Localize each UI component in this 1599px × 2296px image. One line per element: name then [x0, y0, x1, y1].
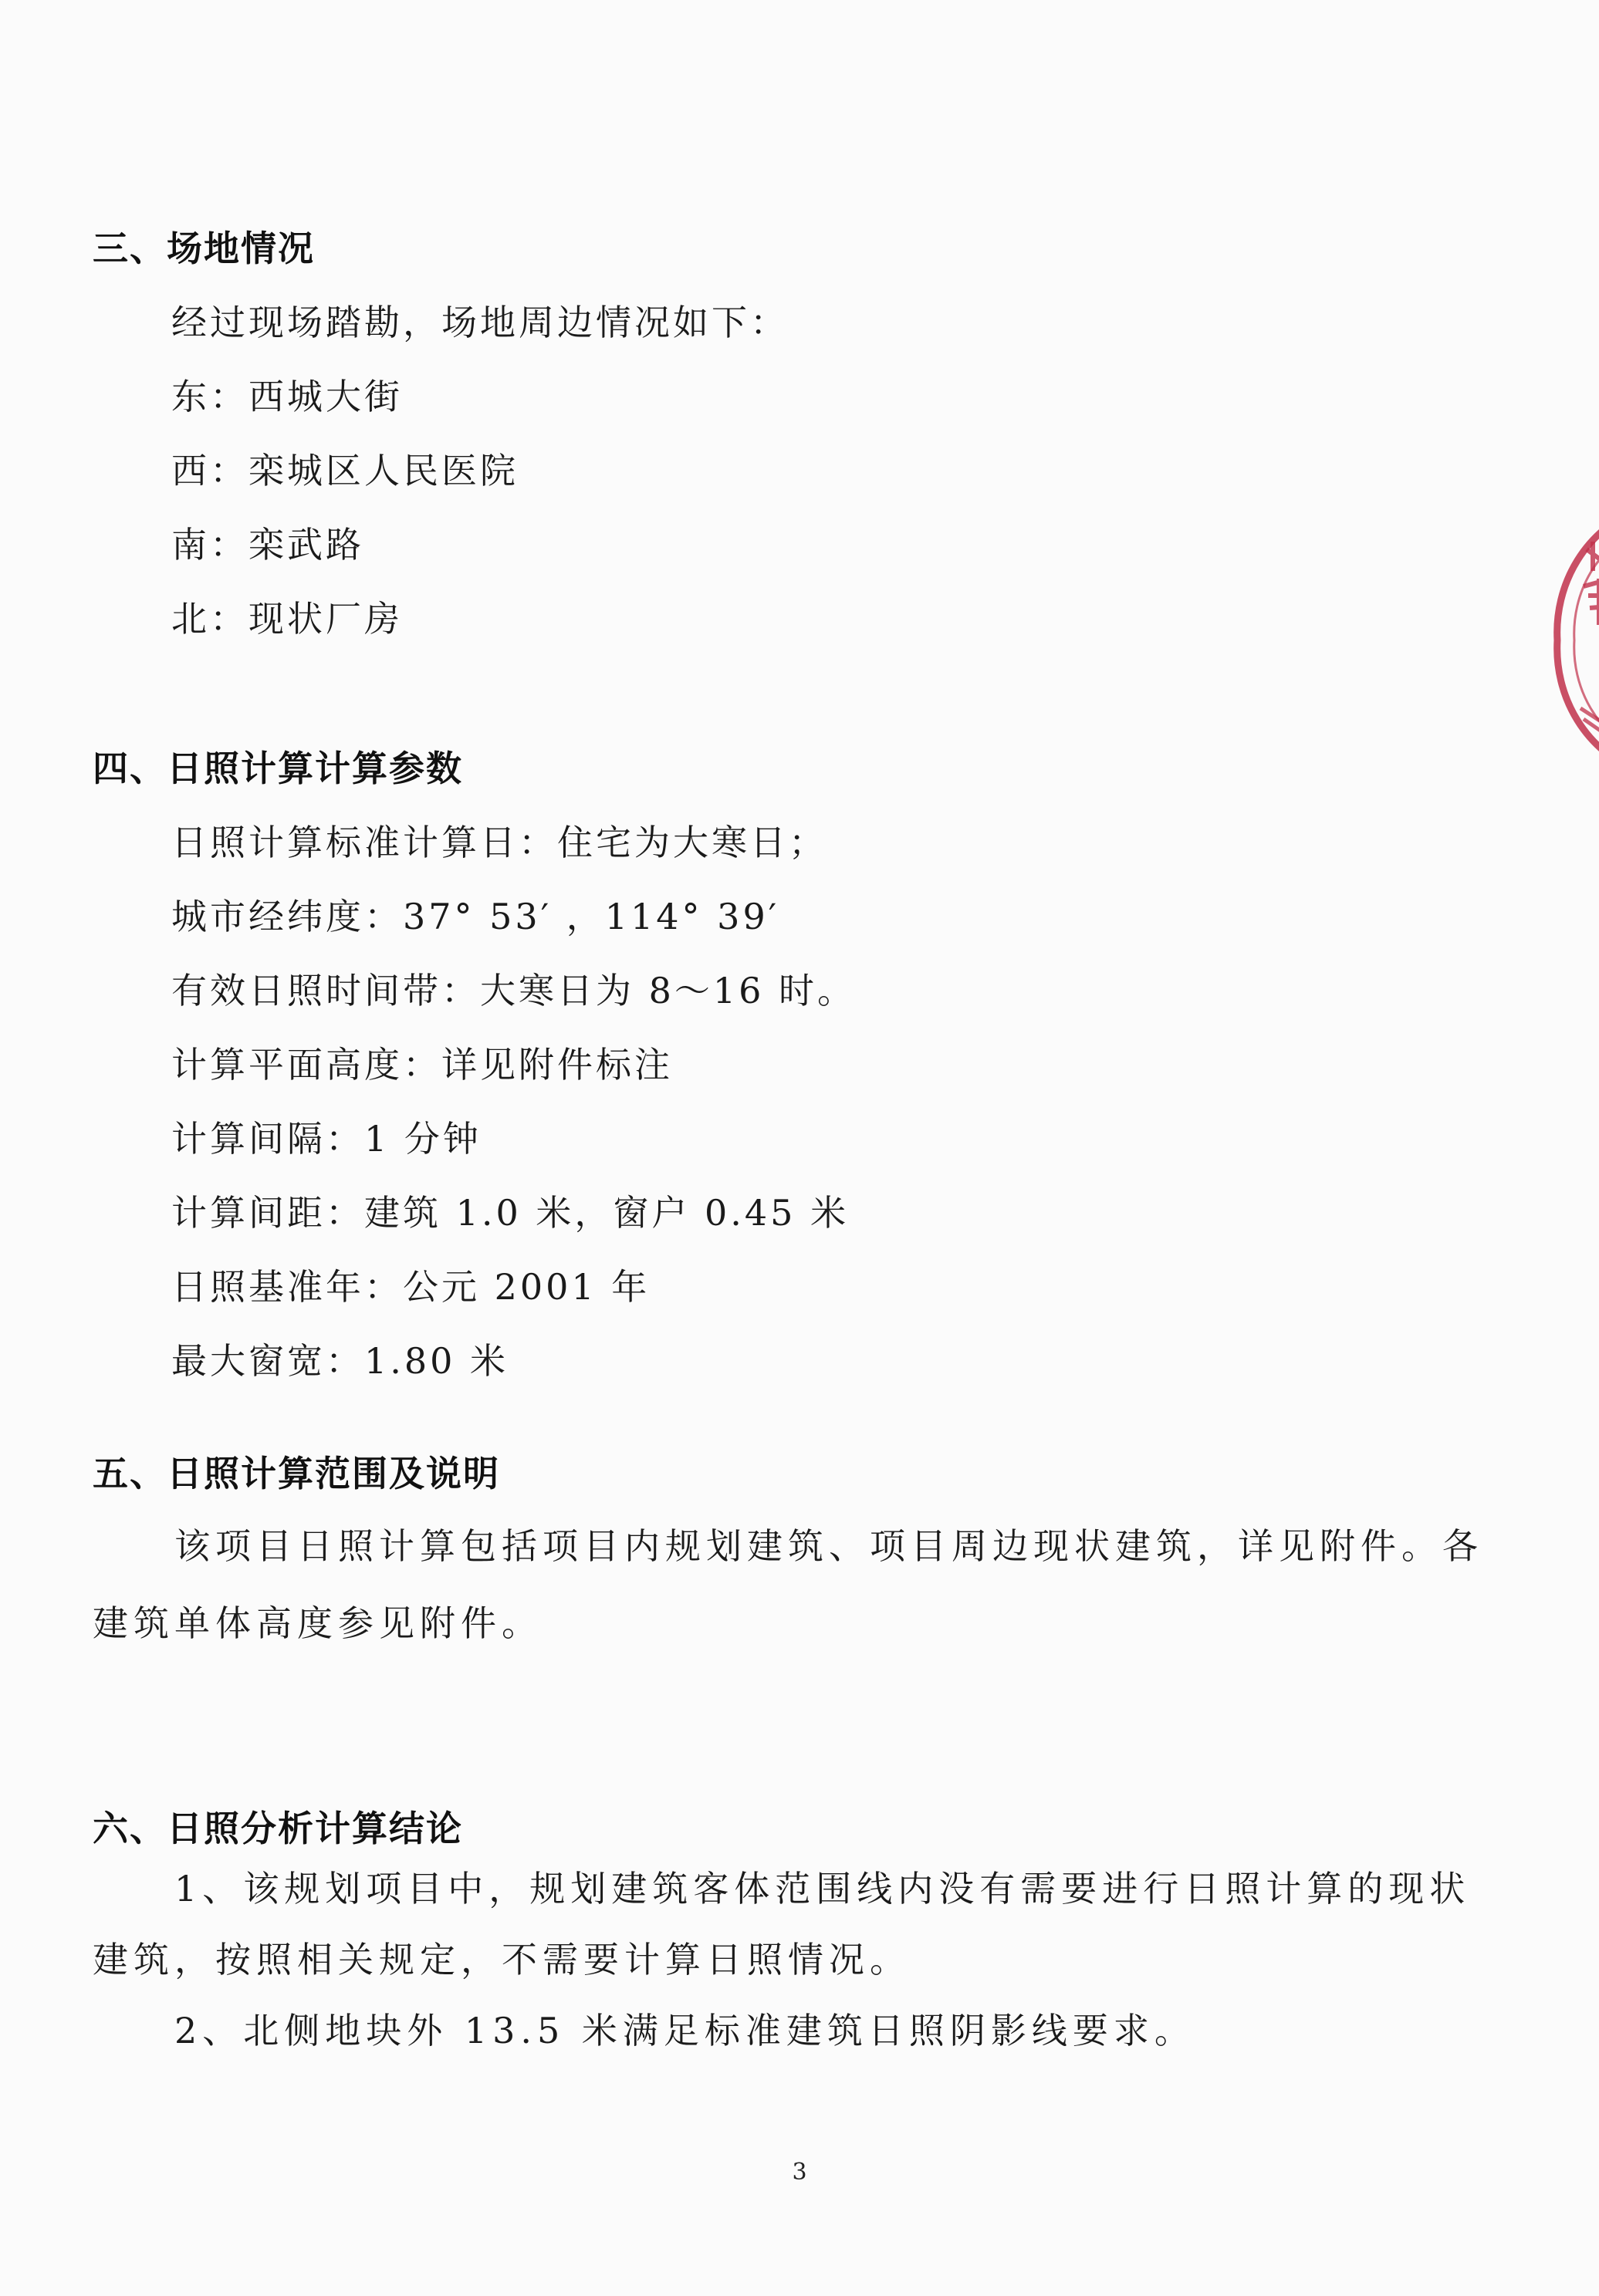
site-west: 西：栾城区人民医院: [171, 450, 519, 491]
site-intro: 经过现场踏勘，场地周边情况如下：: [171, 302, 789, 343]
official-seal-stamp: [1550, 501, 1599, 779]
param-standard-day: 日照计算标准计算日：住宅为大寒日；: [171, 822, 827, 863]
site-south: 南：栾武路: [171, 524, 364, 566]
param-max-window: 最大窗宽：1.80 米: [171, 1340, 509, 1382]
param-interval: 计算间隔：1 分钟: [171, 1118, 482, 1160]
page-number: 3: [792, 2159, 807, 2186]
seal-mark: [1584, 579, 1599, 625]
param-plane-height: 计算平面高度：详见附件标注: [171, 1044, 673, 1086]
conclusion-item-2: 2、北侧地块外 13.5 米满足标准建筑日照阴影线要求。: [174, 2010, 1195, 2051]
site-east: 东：西城大街: [171, 376, 403, 417]
section-heading-scope: 五、日照计算范围及说明: [93, 1453, 500, 1494]
section-heading-conclusion: 六、日照分析计算结论: [93, 1808, 463, 1849]
param-spacing: 计算间距：建筑 1.0 米，窗户 0.45 米: [171, 1192, 850, 1234]
section-heading-site: 三、场地情况: [93, 228, 315, 269]
param-base-year: 日照基准年：公元 2001 年: [171, 1266, 651, 1308]
param-time-band: 有效日照时间带：大寒日为 8～16 时。: [171, 970, 857, 1011]
site-north: 北：现状厂房: [171, 598, 403, 640]
section-heading-params: 四、日照计算计算参数: [93, 748, 463, 789]
param-coordinates: 城市经纬度：37° 53′ ，114° 39′: [171, 896, 780, 937]
scope-paragraph: 该项目日照计算包括项目内规划建筑、项目周边现状建筑，详见附件。各建筑单体高度参见附件。: [93, 1525, 1483, 1644]
conclusion-item-1: 1、该规划项目中，规划建筑客体范围线内没有需要进行日照计算的现状建筑，按照相关规定，不需要计算日照情况。: [93, 1868, 1471, 1980]
